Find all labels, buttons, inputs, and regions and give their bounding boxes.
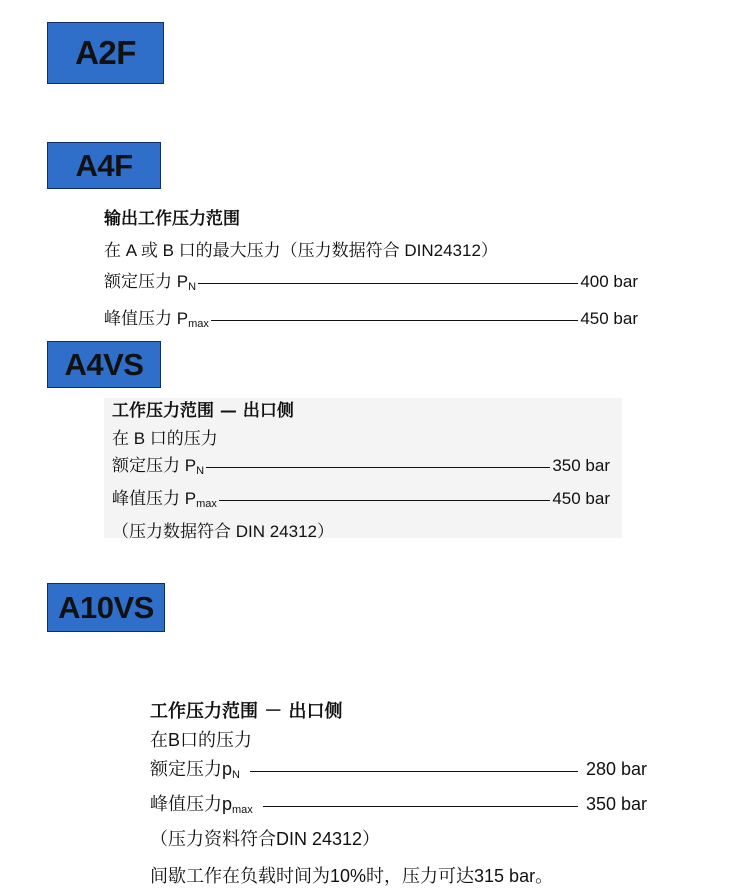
a4f-peak-value: 450 bar	[580, 309, 638, 328]
a10vs-peak-value: 350 bar	[585, 794, 647, 814]
a4vs-peak-row	[112, 485, 610, 518]
a10vs-note: （压力资料符合DIN 24312）	[150, 829, 381, 849]
a4f-line1: 在 A 或 B 口的最大压力（压力数据符合 DIN24312）	[104, 241, 498, 260]
a10vs-spec-block	[150, 697, 647, 891]
a10vs-footnote: 间歇工作在负载时间为10%时，压力可达315 bar。	[150, 866, 554, 886]
a4vs-rated-leader-line	[206, 467, 550, 468]
a4f-rated-label: 额定压力 $P_N$	[104, 272, 197, 293]
a4vs-peak-label: 峰值压力 $P_{max}$	[112, 489, 217, 510]
a4f-rated-leader-line	[198, 283, 578, 284]
a10vs-rated-label: 额定压力$p_N$	[150, 759, 240, 781]
a4f-title: A4F	[75, 147, 133, 183]
a4f-title-badge	[47, 142, 161, 189]
a10vs-rated-leader-line	[250, 771, 578, 772]
a4vs-peak-value: 450 bar	[552, 489, 610, 508]
a2f-title: A2F	[75, 34, 136, 71]
a4f-rated-row	[104, 266, 638, 303]
a4vs-peak-leader-line	[219, 500, 550, 501]
a4f-peak-row	[104, 303, 638, 340]
a4vs-title: A4VS	[64, 346, 144, 382]
a4f-peak-label: 峰值压力 $P_{max}$	[104, 309, 209, 330]
a10vs-title: A10VS	[58, 589, 154, 625]
a10vs-peak-leader-line	[263, 806, 578, 807]
a4f-peak-leader-line	[211, 320, 578, 321]
a10vs-title-badge	[47, 583, 165, 632]
a4vs-rated-row	[112, 452, 610, 485]
a10vs-heading: 工作压力范围 － 出口侧	[150, 701, 343, 722]
a10vs-peak-label: 峰值压力$p_{max}$	[150, 794, 253, 816]
a4vs-spec-block	[104, 398, 622, 541]
a4vs-title-badge	[47, 341, 161, 388]
a4f-heading: 输出工作压力范围	[104, 209, 240, 229]
a10vs-line1: 在B口的压力	[150, 730, 253, 750]
a4vs-note: （压力数据符合 DIN 24312）	[112, 522, 334, 541]
a4vs-line1: 在 B 口的压力	[112, 429, 218, 448]
a4vs-rated-value: 350 bar	[552, 456, 610, 475]
a4f-rated-value: 400 bar	[580, 272, 638, 291]
a10vs-rated-value: 280 bar	[585, 759, 647, 779]
a4vs-heading: 工作压力范围 — 出口侧	[112, 401, 294, 421]
a4f-spec-block	[104, 204, 638, 340]
a4vs-rated-label: 额定压力 $P_N$	[112, 456, 205, 477]
a10vs-rated-row	[150, 755, 647, 790]
a10vs-peak-row	[150, 790, 647, 825]
a2f-title-badge	[47, 22, 164, 84]
